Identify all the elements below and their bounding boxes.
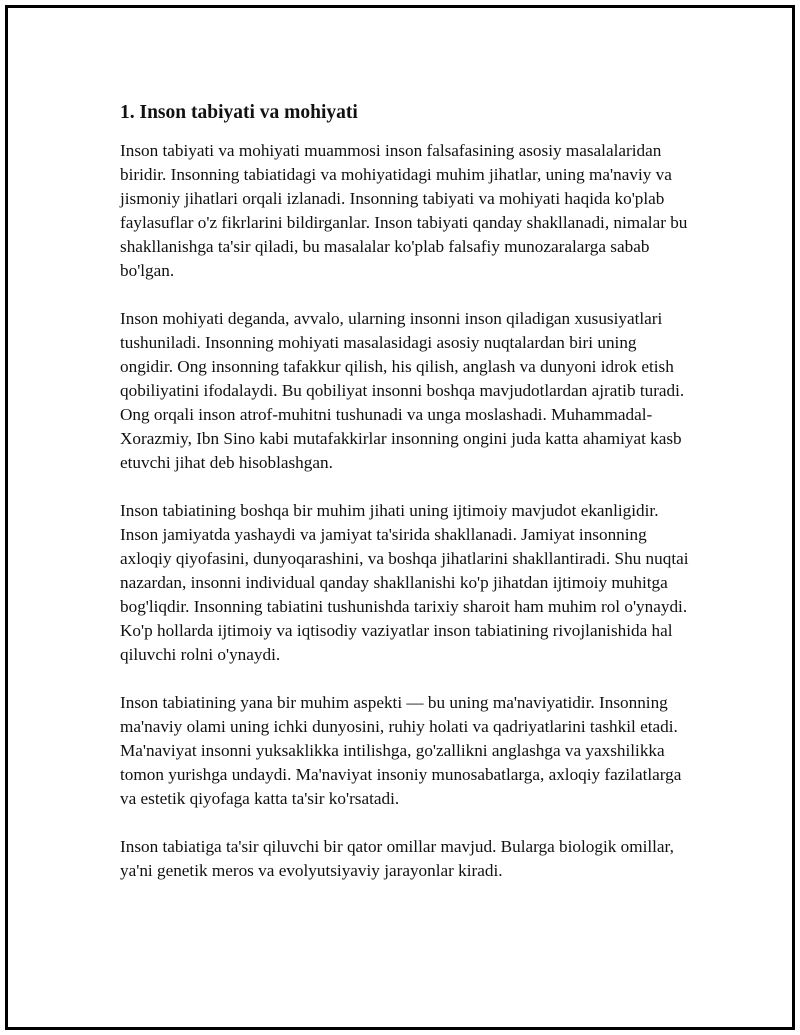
document-body [120, 98, 690, 907]
page-frame [5, 5, 795, 1030]
paragraph-4: Inson tabiatining yana bir muhim aspekti — bu uning ma'naviyatidir. Insonning ma'naviy olami uning ichki dunyosini, ruhiy holati va qadriyatlarini tashkil etadi. Ma'naviyat insonni yuksaklikka intilishga, go'zallikni anglashga va yaxshilikka tomon yurishga undaydi. Ma'naviyat insoniy munosabatlarga, axloqiy fazilatlarga va estetik qiyofaga katta ta'sir ko'rsatadi. [120, 693, 682, 808]
paragraph-3: Inson tabiatining boshqa bir muhim jihati uning ijtimoiy mavjudot ekanligidir. Inson jamiyatda yashaydi va jamiyat ta'sirida shakllanadi. Jamiyat insonning axloqiy qiyofasini, dunyoqarashini, va boshqa jihatlarini shakllantiradi. Shu nuqtai nazardan, insonni individual qanday shakllanishi ko'p jihatdan ijtimoiy muhitga bog'liqdir. Insonning tabiatini tushunishda tarixiy sharoit ham muhim rol o'ynaydi. Ko'p hollarda ijtimoiy va iqtisodiy vaziyatlar inson tabiatining rivojlanishida hal qiluvchi rolni o'ynaydi. [120, 501, 689, 664]
paragraph-2: Inson mohiyati deganda, avvalo, ularning insonni inson qiladigan xususiyatlari tushuniladi. Insonning mohiyati masalasidagi asosiy nuqtalardan biri uning ongidir. Ong insonning tafakkur qilish, his qilish, anglash va dunyoni idrok etish qobiliyatini ifodalaydi. Bu qobiliyat insonni boshqa mavjudotlardan ajratib turadi. Ong orqali inson atrof-muhitni tushunadi va unga moslashadi. Muhammadal-Xorazmiy, Ibn Sino kabi mutafakkirlar insonning ongini juda katta ahamiyat kasb etuvchi jihat deb hisoblashgan. [120, 309, 685, 472]
paragraph-5: Inson tabiatiga ta'sir qiluvchi bir qator omillar mavjud. Bularga biologik omillar, ya'ni genetik meros va evolyutsiyaviy jarayonlar kiradi. [120, 837, 674, 880]
section-heading: 1. Inson tabiyati va mohiyati [120, 102, 358, 123]
paragraph-1: Inson tabiyati va mohiyati muammosi inson falsafasining asosiy masalalaridan biridir. Insonning tabiatidagi va mohiyatidagi muhim jihatlar, uning ma'naviy va jismoniy jihatlari orqali izlanadi. Insonning tabiyati va mohiyati haqida ko'plab faylasuflar o'z fikrlarini bildirganlar. Inson tabiyati qanday shakllanadi, nimalar bu shakllanishga ta'sir qiladi, bu masalalar ko'plab falsafiy munozaralarga sabab bo'lgan. [120, 141, 688, 280]
